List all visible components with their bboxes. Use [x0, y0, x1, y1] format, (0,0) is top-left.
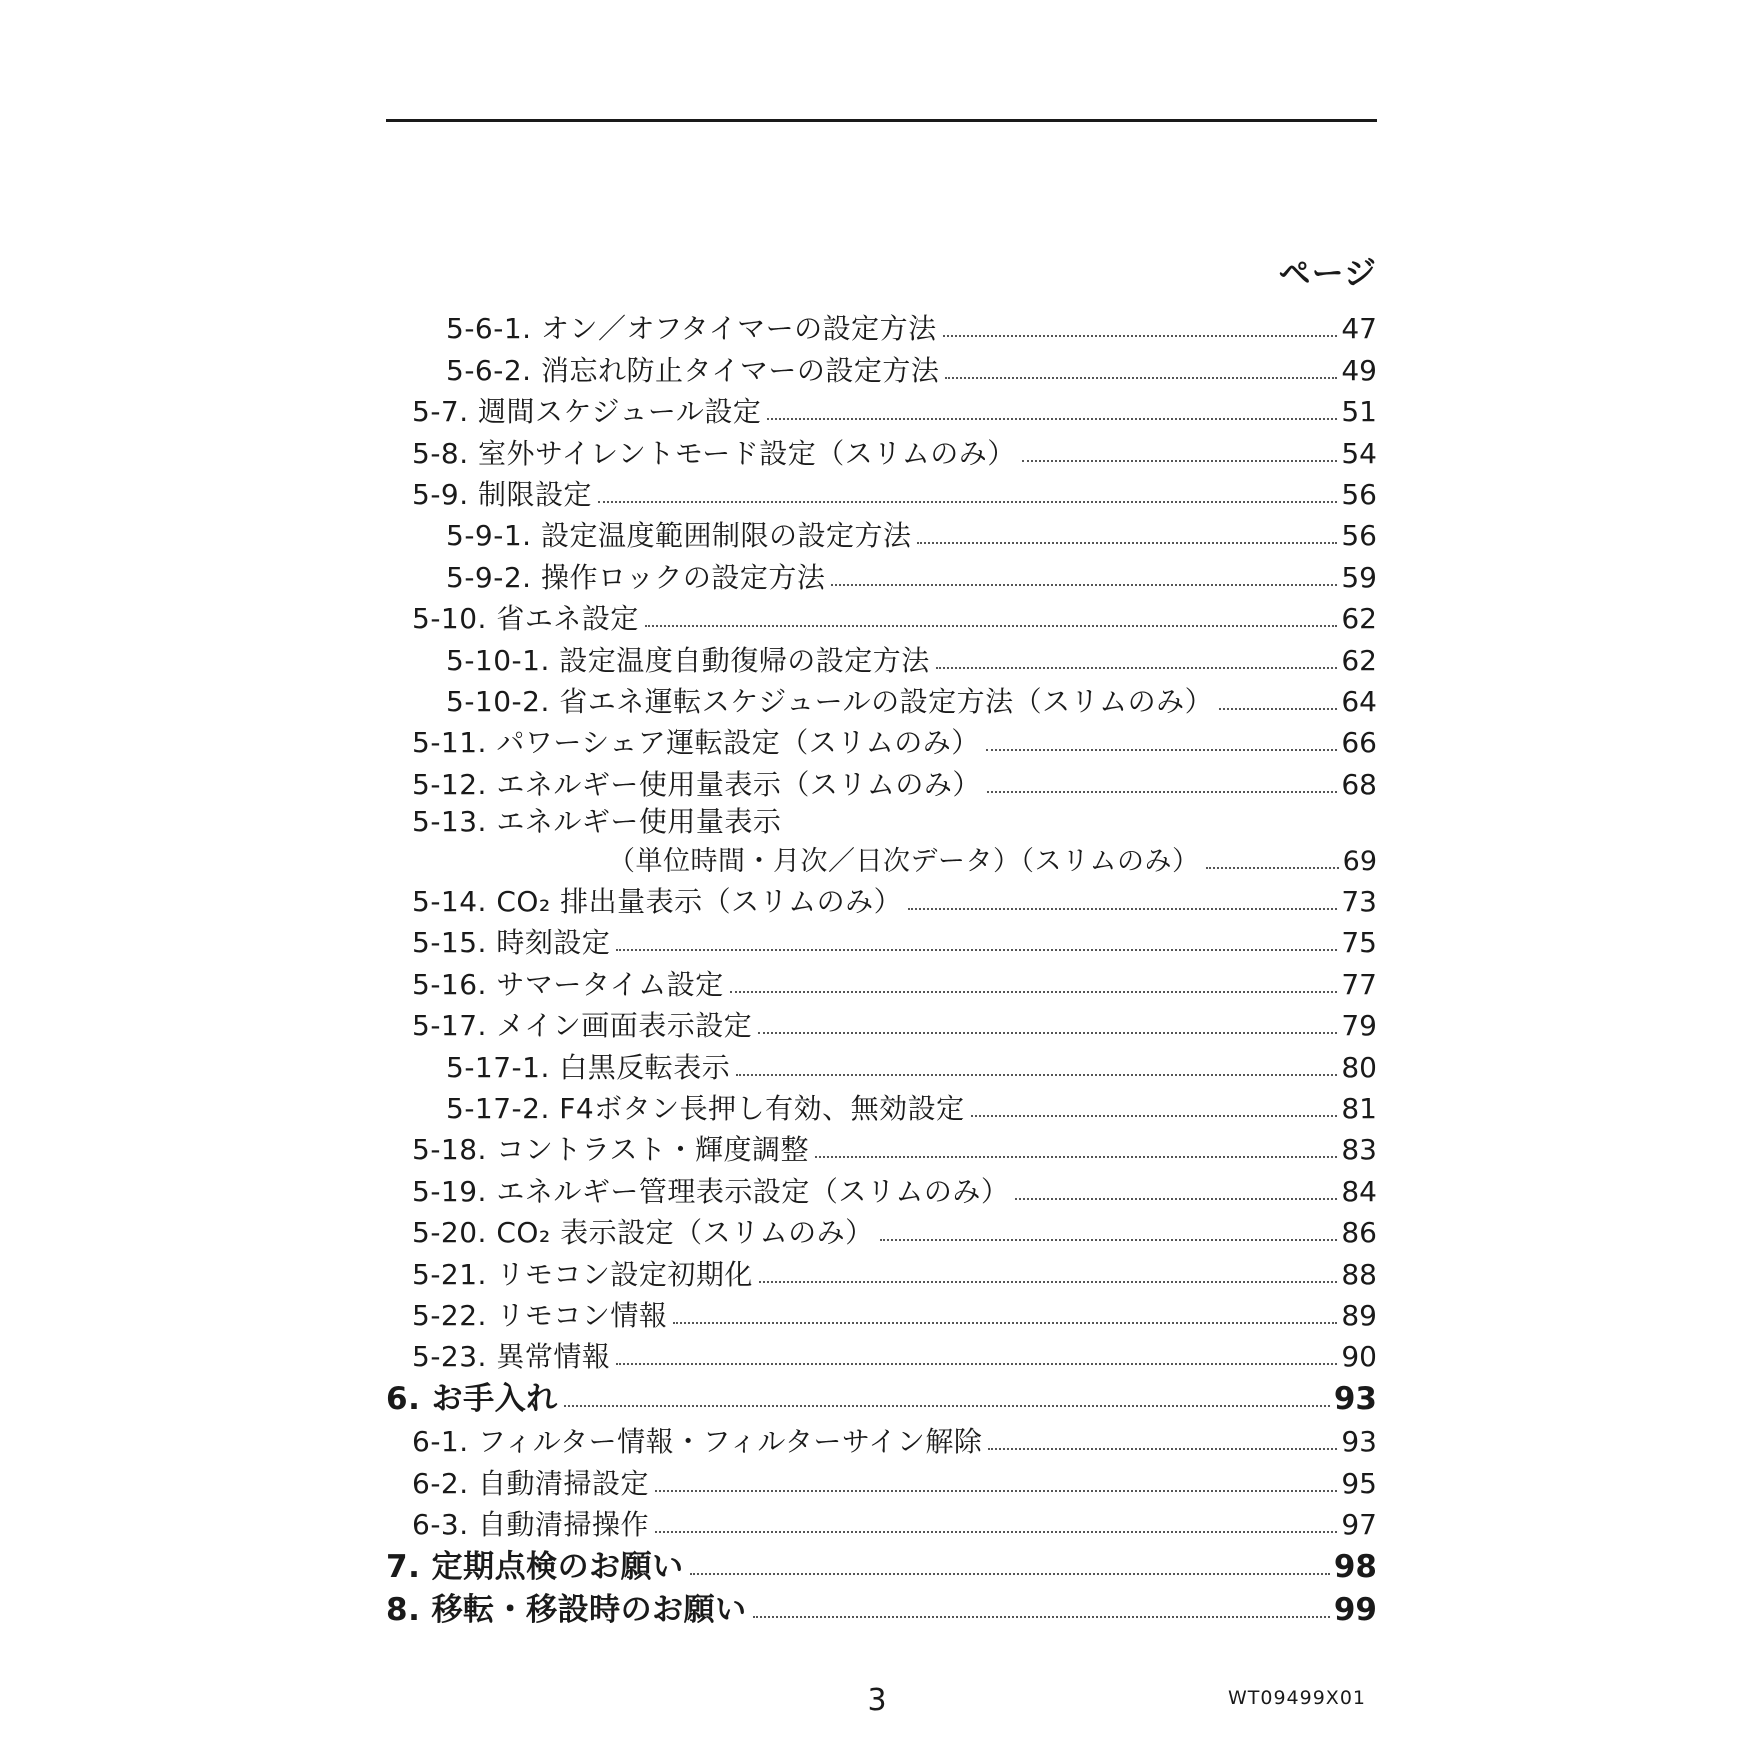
toc-entry-title: 5-20. CO₂ 表示設定（スリムのみ）	[412, 1216, 874, 1250]
toc-entry[interactable]	[386, 1498, 1377, 1542]
toc-entry-page: 75	[1341, 926, 1377, 960]
toc-entry[interactable]	[386, 385, 1377, 429]
toc-entry-page: 81	[1341, 1092, 1377, 1126]
toc-entry[interactable]	[386, 875, 1377, 919]
dot-leader	[758, 1032, 1337, 1034]
toc-entry-title: 8. 移転・移設時のお願い	[386, 1592, 747, 1629]
toc-chapter[interactable]	[386, 1539, 1377, 1583]
toc-entry-title: 5-21. リモコン設定初期化	[412, 1257, 753, 1291]
toc-entry-page: 79	[1341, 1009, 1377, 1043]
toc-entry-page: 95	[1341, 1466, 1377, 1500]
toc-entry-title: 5-14. CO₂ 排出量表示（スリムのみ）	[412, 885, 903, 919]
dot-leader	[908, 908, 1337, 910]
toc-entry[interactable]	[386, 716, 1377, 760]
toc-entry-title: 5-12. エネルギー使用量表示（スリムのみ）	[412, 767, 981, 801]
toc-entry[interactable]	[386, 999, 1377, 1043]
toc-entry-title: 5-23. 異常情報	[412, 1340, 611, 1374]
toc-entry-page: 73	[1341, 885, 1377, 919]
toc-entry-page: 89	[1341, 1298, 1377, 1332]
dot-leader	[1206, 867, 1339, 869]
toc-entry-page: 56	[1341, 477, 1377, 511]
toc-entry[interactable]	[386, 426, 1377, 470]
dot-leader	[730, 991, 1338, 993]
toc-entry-title-continued: （単位時間・月次／日次データ）（スリムのみ）	[608, 845, 1200, 877]
toc-entry-title: 7. 定期点検のお願い	[386, 1548, 684, 1585]
toc-entry-page: 83	[1341, 1133, 1377, 1167]
toc-entry-page: 62	[1341, 643, 1377, 677]
dot-leader	[988, 1448, 1337, 1450]
dot-leader	[936, 667, 1338, 669]
table-of-contents	[386, 302, 1377, 1629]
toc-entry-page: 93	[1333, 1380, 1377, 1417]
dot-leader	[1022, 460, 1338, 462]
dot-leader	[736, 1074, 1337, 1076]
dot-leader	[880, 1239, 1338, 1241]
toc-entry-title: 5-17. メイン画面表示設定	[412, 1009, 753, 1043]
toc-entry[interactable]	[386, 1164, 1377, 1208]
toc-entry-title: 5-6-2. 消忘れ防止タイマーの設定方法	[446, 353, 940, 387]
toc-entry-page: 69	[1342, 845, 1377, 877]
toc-entry-page: 64	[1341, 684, 1377, 718]
toc-entry-title: 5-17-2. F4ボタン長押し有効、無効設定	[446, 1092, 965, 1126]
dot-leader	[767, 418, 1337, 420]
dot-leader	[986, 749, 1338, 751]
toc-entry-page: 86	[1341, 1216, 1377, 1250]
toc-entry[interactable]	[386, 1289, 1377, 1330]
toc-entry-title: 5-8. 室外サイレントモード設定（スリムのみ）	[412, 436, 1016, 470]
toc-entry[interactable]	[386, 799, 1377, 836]
document-code: WT09499X01	[1227, 1687, 1366, 1709]
toc-entry-page: 97	[1341, 1508, 1377, 1542]
toc-entry-page: 49	[1341, 353, 1377, 387]
toc-entry[interactable]	[386, 343, 1377, 387]
dot-leader	[616, 1363, 1337, 1365]
dot-leader	[673, 1322, 1337, 1324]
dot-leader	[971, 1115, 1338, 1117]
toc-entry-page: 90	[1341, 1340, 1377, 1374]
dot-leader	[616, 949, 1337, 951]
toc-entry[interactable]	[386, 592, 1377, 636]
dot-leader	[655, 1531, 1337, 1533]
toc-entry-title: 6-2. 自動清掃設定	[412, 1466, 650, 1500]
toc-entry-title: 6. お手入れ	[386, 1380, 558, 1417]
toc-chapter[interactable]	[386, 1371, 1377, 1415]
toc-entry-page: 77	[1341, 967, 1377, 1001]
toc-entry-title: 5-18. コントラスト・輝度調整	[412, 1133, 810, 1167]
toc-entry-title: 5-22. リモコン情報	[412, 1298, 668, 1332]
toc-entry[interactable]	[386, 957, 1377, 1001]
toc-entry-page: 93	[1341, 1425, 1377, 1459]
toc-entry-continuation[interactable]	[386, 836, 1377, 875]
dot-leader	[1015, 1198, 1337, 1200]
toc-entry[interactable]	[386, 1040, 1377, 1084]
toc-entry[interactable]	[386, 1456, 1377, 1500]
toc-entry-title: 6-3. 自動清掃操作	[412, 1508, 650, 1542]
toc-entry-title: 5-11. パワーシェア運転設定（スリムのみ）	[412, 726, 980, 760]
toc-entry-page: 99	[1333, 1592, 1377, 1629]
dot-leader	[945, 377, 1337, 379]
dot-leader	[655, 1490, 1337, 1492]
toc-entry-title: 5-7. 週間スケジュール設定	[412, 395, 762, 429]
toc-entry[interactable]	[386, 468, 1377, 509]
toc-entry[interactable]	[386, 1330, 1377, 1374]
toc-entry[interactable]	[386, 509, 1377, 553]
toc-entry-title: 5-9. 制限設定	[412, 477, 593, 511]
toc-entry-page: 54	[1341, 436, 1377, 470]
toc-entry[interactable]	[386, 302, 1377, 346]
toc-entry[interactable]	[386, 1247, 1377, 1291]
toc-entry-title: 5-9-1. 設定温度範囲制限の設定方法	[446, 519, 912, 553]
toc-entry-page: 88	[1341, 1257, 1377, 1291]
toc-entry[interactable]	[386, 1415, 1377, 1459]
toc-entry-page: 66	[1341, 726, 1377, 760]
page-number: 3	[867, 1683, 887, 1718]
toc-entry[interactable]	[386, 675, 1377, 716]
toc-entry[interactable]	[386, 1123, 1377, 1167]
toc-entry[interactable]	[386, 1206, 1377, 1250]
dot-leader	[943, 335, 1338, 337]
dot-leader	[753, 1616, 1330, 1618]
toc-entry-title: 5-13. エネルギー使用量表示	[412, 804, 782, 838]
toc-entry[interactable]	[386, 550, 1377, 594]
toc-entry-title: 6-1. フィルター情報・フィルターサイン解除	[412, 1425, 983, 1459]
toc-entry-page: 56	[1341, 519, 1377, 553]
dot-leader	[1219, 708, 1337, 710]
toc-entry-page: 98	[1333, 1548, 1377, 1585]
toc-entry-title: 5-15. 時刻設定	[412, 926, 611, 960]
toc-entry-title: 5-10-1. 設定温度自動復帰の設定方法	[446, 643, 930, 677]
dot-leader	[917, 542, 1337, 544]
dot-leader	[831, 584, 1337, 586]
toc-entry[interactable]	[386, 916, 1377, 960]
dot-leader	[815, 1156, 1337, 1158]
top-rule	[386, 119, 1377, 122]
dot-leader	[564, 1405, 1330, 1407]
toc-entry-page: 80	[1341, 1050, 1377, 1084]
toc-entry-page: 51	[1341, 395, 1377, 429]
toc-entry-page: 59	[1341, 560, 1377, 594]
toc-entry-title: 5-17-1. 白黒反転表示	[446, 1050, 731, 1084]
dot-leader	[645, 625, 1338, 627]
dot-leader	[987, 791, 1338, 793]
toc-chapter[interactable]	[386, 1583, 1377, 1627]
toc-entry-title: 5-16. サマータイム設定	[412, 967, 724, 1001]
dot-leader	[690, 1573, 1330, 1575]
toc-entry[interactable]	[386, 633, 1377, 677]
dot-leader	[598, 501, 1337, 503]
page-column-label: ページ	[1278, 254, 1377, 292]
toc-entry[interactable]	[386, 1082, 1377, 1126]
toc-entry-title: 5-10-2. 省エネ運転スケジュールの設定方法（スリムのみ）	[446, 684, 1214, 718]
toc-entry-title: 5-6-1. オン／オフタイマーの設定方法	[446, 312, 937, 346]
toc-entry-page: 84	[1341, 1174, 1377, 1208]
toc-entry-title: 5-10. 省エネ設定	[412, 602, 639, 636]
toc-entry-title: 5-9-2. 操作ロックの設定方法	[446, 560, 826, 594]
toc-entry[interactable]	[386, 757, 1377, 801]
toc-entry-title: 5-19. エネルギー管理表示設定（スリムのみ）	[412, 1174, 1010, 1208]
toc-entry-page: 47	[1341, 312, 1377, 346]
toc-entry-page: 62	[1341, 602, 1377, 636]
toc-entry-page: 68	[1341, 767, 1377, 801]
dot-leader	[759, 1281, 1338, 1283]
